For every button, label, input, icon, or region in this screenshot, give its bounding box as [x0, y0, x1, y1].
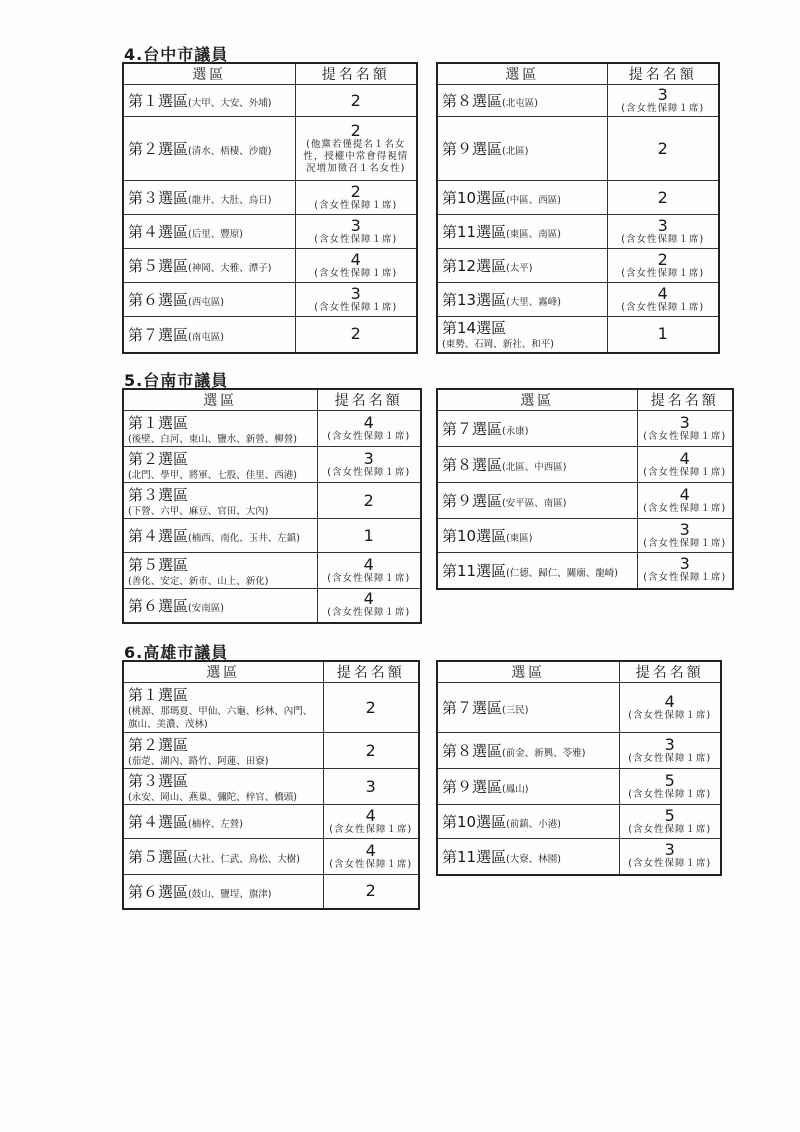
quota-cell: 2 [607, 181, 719, 215]
table-row [123, 317, 417, 353]
table-row [123, 733, 419, 769]
table-header [437, 661, 721, 683]
table-row [123, 519, 421, 553]
quota-cell: 2 (含女性保障１席) [295, 181, 417, 215]
district-cell: 第９選區(安平區、南區) [437, 483, 637, 519]
table-header [123, 661, 419, 683]
district-cell: 第８選區(北屯區) [437, 85, 607, 117]
table-row [437, 733, 721, 769]
quota-cell: 2 (含女性保障１席) [607, 249, 719, 283]
district-header: 選區 [437, 389, 637, 411]
district-cell: 第３選區 (永安、岡山、燕巢、彌陀、梓官、橋頭) [123, 769, 323, 805]
section-title-taichung: 4.台中市議員 [124, 45, 229, 64]
table-row [123, 447, 421, 483]
quota-cell: 2 [317, 483, 421, 519]
quota-header: 提名名額 [637, 389, 733, 411]
taichung-table-left [122, 62, 418, 354]
district-cell: 第11選區(東區、南區) [437, 215, 607, 249]
quota-cell: 4 (含女性保障１席) [607, 283, 719, 317]
quota-cell: 4 (含女性保障１席) [317, 411, 421, 447]
quota-header: 提名名額 [295, 63, 417, 85]
quota-cell: 3 (含女性保障１席) [637, 553, 733, 589]
table-row [123, 805, 419, 839]
district-cell: 第12選區(太平) [437, 249, 607, 283]
quota-cell: 2 (他黨若僅提名１名女性，授權中常會得視情況增加徵召１名女性) [295, 117, 417, 181]
quota-cell: 4 (含女性保障１席) [295, 249, 417, 283]
table-row [437, 411, 733, 447]
district-cell: 第４選區(后里、豐原) [123, 215, 295, 249]
district-cell: 第３選區 (下營、六甲、麻豆、官田、大內) [123, 483, 317, 519]
district-cell: 第５選區 (善化、安定、新市、山上、新化) [123, 553, 317, 589]
table-row [437, 805, 721, 839]
quota-cell: 4 (含女性保障１席) [323, 805, 419, 839]
table-row [437, 317, 719, 353]
table-row [123, 117, 417, 181]
table-row [437, 283, 719, 317]
quota-cell: 5 (含女性保障１席) [619, 805, 721, 839]
district-cell: 第11選區(仁德、歸仁、關廟、龍崎) [437, 553, 637, 589]
district-cell: 第14選區 (東勢、石岡、新社、和平) [437, 317, 607, 353]
district-cell: 第６選區(西屯區) [123, 283, 295, 317]
table-row [123, 875, 419, 909]
quota-cell: 2 [295, 85, 417, 117]
quota-cell: 3 (含女性保障１席) [607, 85, 719, 117]
table-row [123, 411, 421, 447]
table-row [123, 839, 419, 875]
quota-cell: 2 [323, 733, 419, 769]
table-row [437, 683, 721, 733]
district-cell: 第13選區(大里、霧峰) [437, 283, 607, 317]
quota-cell: 5 (含女性保障１席) [619, 769, 721, 805]
district-header: 選區 [123, 63, 295, 85]
quota-cell: 2 [323, 875, 419, 909]
district-cell: 第８選區(前金、新興、苓雅) [437, 733, 619, 769]
quota-cell: 3 (含女性保障１席) [295, 215, 417, 249]
quota-cell: 3 (含女性保障１席) [619, 839, 721, 875]
table-row [437, 839, 721, 875]
kaohsiung-table-right [436, 660, 722, 876]
table-row [123, 181, 417, 215]
quota-cell: 2 [295, 317, 417, 353]
quota-cell: 3 (含女性保障１席) [607, 215, 719, 249]
tainan-table-left [122, 388, 422, 624]
quota-cell: 3 (含女性保障１席) [637, 519, 733, 553]
section-title-kaohsiung: 6.高雄市議員 [124, 643, 229, 662]
district-cell: 第３選區(龍井、大肚、烏日) [123, 181, 295, 215]
table-row [437, 249, 719, 283]
table-row [437, 181, 719, 215]
section-title-tainan: 5.台南市議員 [124, 371, 229, 390]
district-cell: 第５選區(大社、仁武、鳥松、大樹) [123, 839, 323, 875]
district-cell: 第４選區(楠西、南化、玉井、左鎮) [123, 519, 317, 553]
quota-cell: 1 [607, 317, 719, 353]
quota-header: 提名名額 [619, 661, 721, 683]
tainan-table-right [436, 388, 734, 590]
table-row [123, 283, 417, 317]
table-row [437, 769, 721, 805]
table-row [123, 215, 417, 249]
quota-header: 提名名額 [323, 661, 419, 683]
table-header [437, 389, 733, 411]
district-cell: 第７選區(南屯區) [123, 317, 295, 353]
district-cell: 第６選區(安南區) [123, 589, 317, 623]
quota-header: 提名名額 [317, 389, 421, 411]
district-header: 選區 [437, 661, 619, 683]
table-row [123, 249, 417, 283]
table-row [437, 483, 733, 519]
table-row [123, 483, 421, 519]
quota-cell: 3 (含女性保障１席) [295, 283, 417, 317]
quota-cell: 2 [607, 117, 719, 181]
quota-cell: 2 [323, 683, 419, 733]
district-cell: 第11選區(大寮、林園) [437, 839, 619, 875]
kaohsiung-table-left [122, 660, 420, 910]
quota-cell: 4 (含女性保障１席) [619, 683, 721, 733]
table-row [123, 553, 421, 589]
district-header: 選區 [123, 661, 323, 683]
district-header: 選區 [123, 389, 317, 411]
table-row [123, 769, 419, 805]
quota-cell: 4 (含女性保障１席) [323, 839, 419, 875]
quota-cell: 3 (含女性保障１席) [637, 411, 733, 447]
table-row [437, 447, 733, 483]
quota-cell: 1 [317, 519, 421, 553]
district-cell: 第５選區(神岡、大雅、潭子) [123, 249, 295, 283]
taichung-table-right [436, 62, 720, 354]
quota-header: 提名名額 [607, 63, 719, 85]
district-cell: 第９選區(鳳山) [437, 769, 619, 805]
district-cell: 第９選區(北區) [437, 117, 607, 181]
table-header [123, 63, 417, 85]
table-header [437, 63, 719, 85]
table-row [437, 215, 719, 249]
quota-cell: 4 (含女性保障１席) [637, 447, 733, 483]
district-cell: 第２選區 (茄萣、湖內、路竹、阿蓮、田寮) [123, 733, 323, 769]
quota-cell: 3 (含女性保障１席) [317, 447, 421, 483]
district-cell: 第10選區(前鎮、小港) [437, 805, 619, 839]
district-cell: 第10選區(中區、西區) [437, 181, 607, 215]
district-cell: 第８選區(北區、中西區) [437, 447, 637, 483]
district-cell: 第６選區(鼓山、鹽埕、旗津) [123, 875, 323, 909]
table-header [123, 389, 421, 411]
table-row [123, 589, 421, 623]
district-cell: 第１選區 (桃源、那瑪夏、甲仙、六龜、杉林、內門、旗山、美濃、茂林) [123, 683, 323, 733]
table-row [437, 85, 719, 117]
district-cell: 第２選區(清水、梧棲、沙鹿) [123, 117, 295, 181]
district-cell: 第４選區(楠梓、左營) [123, 805, 323, 839]
quota-cell: 4 (含女性保障１席) [317, 553, 421, 589]
table-row [437, 519, 733, 553]
district-header: 選區 [437, 63, 607, 85]
table-row [437, 553, 733, 589]
table-row [123, 683, 419, 733]
district-cell: 第１選區 (後壁、白河、東山、鹽水、新營、柳營) [123, 411, 317, 447]
quota-cell: 4 (含女性保障１席) [317, 589, 421, 623]
district-cell: 第２選區 (北門、學甲、將軍、七股、佳里、西港) [123, 447, 317, 483]
table-row [437, 117, 719, 181]
district-cell: 第７選區(三民) [437, 683, 619, 733]
quota-cell: 3 [323, 769, 419, 805]
table-row [123, 85, 417, 117]
quota-cell: 4 (含女性保障１席) [637, 483, 733, 519]
district-cell: 第10選區(東區) [437, 519, 637, 553]
quota-cell: 3 (含女性保障１席) [619, 733, 721, 769]
district-cell: 第７選區(永康) [437, 411, 637, 447]
district-cell: 第１選區(大甲、大安、外埔) [123, 85, 295, 117]
